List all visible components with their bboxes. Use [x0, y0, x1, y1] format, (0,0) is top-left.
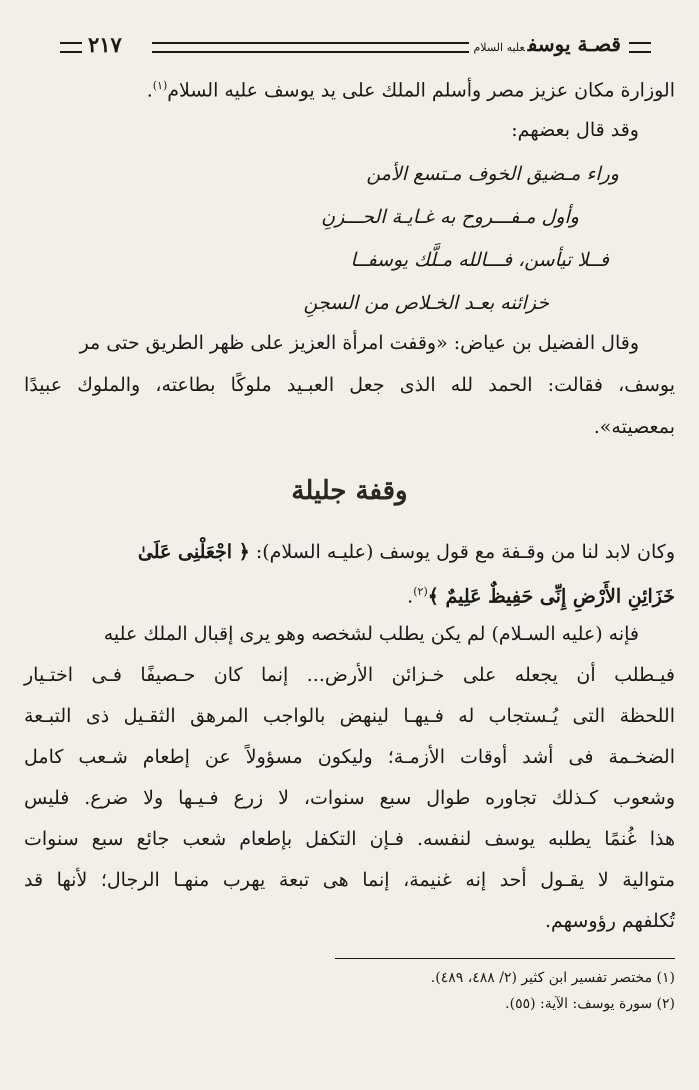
footnote: (٢) سورة يوسف: الآية: (٥٥). [505, 996, 675, 1012]
footnote-separator [335, 958, 675, 959]
quran-verse: ﴿ اجْعَلْنِى عَلَىٰ [137, 541, 250, 563]
text-line: فإنه (عليه السـلام) لم يكن يطلب لشخصه وهو يرى إقبال الملك عليه [103, 623, 639, 645]
text-line: وقد قال بعضهم: [511, 119, 639, 141]
poem-verse: وراء مـضيق الخوف مـتسع الأمن [366, 163, 619, 185]
text-line: فيـطلب أن يجعله على خـزائن الأرض... إنما كان حـصيفًا فـى اختـيار [24, 664, 675, 686]
section-heading: وقفة جليلة [291, 476, 408, 506]
header-ornament-left [60, 42, 82, 53]
text-line: خَزَائِنِ الأَرْضِ إِنِّى حَفِيظٌ عَلِيمٌ ﴾$^{(٢)}$. [407, 585, 675, 608]
footnote-ref: (١) [152, 79, 168, 92]
text-line: الضخـمة فى أشد أوقات الأزمـة؛ وليكون مسؤولاً عن إطعام شـعب كامل [24, 746, 675, 768]
text-line: اللحظة التى يُـستجاب له فـيهـا لينهض بالواجب المرهق الثقـيل ذى التبـعة [24, 705, 675, 727]
honorific: عليه السلام [473, 41, 525, 54]
text-line: وقال الفضيل بن عياض: «وقفت امرأة العزيز على ظهر الطريق حتى مر [79, 332, 639, 354]
text-line: تُكلفهم رؤوسهم. [544, 910, 675, 932]
footnote-ref: (٢) [413, 585, 428, 598]
quran-verse: خَزَائِنِ الأَرْضِ إِنِّى حَفِيظٌ عَلِيمٌ ﴾ [427, 585, 675, 608]
running-title [474, 32, 622, 56]
text-line: الوزارة مكان عزيز مصر وأسلم الملك على يد يوسف عليه السلام$^{(١)}$. [146, 79, 675, 102]
header-ornament-right [629, 42, 651, 53]
text-line: وشعوب كـذلك تجاوره طوال سبع سنوات، لا زرع فـيـها ولا ضرع. فليس [24, 787, 675, 809]
text-line: بمعصيته». [593, 416, 675, 438]
text-line: وكان لابد لنا من وقـفة مع قول يوسف (عليـه السلام): ﴿ اجْعَلْنِى عَلَىٰ [137, 541, 675, 563]
poem-verse: خزائنه بعـد الخـلاص من السجنِ [303, 292, 549, 314]
footnote: (١) مختصر تفسير ابن كثير (٢/ ٤٨٨، ٤٨٩). [430, 970, 675, 986]
header-rule [152, 42, 469, 53]
poem-verse: وأول مـفـــروح به غـايـة الحـــزنِ [321, 206, 579, 228]
poem-verse: فــلا تيأسن، فـــالله مـلَّك يوسفــا [350, 249, 609, 271]
page-header [60, 30, 651, 64]
text-line: متوالية لا يقـول أحد إنه غنيمة، إنما هى تبعة يهرب منهـا الرجال؛ لأنها قد [24, 869, 675, 891]
text-line: يوسف، فقالت: الحمد لله الذى جعل العبـيد ملوكًا بطاعته، والملوك عبيدًا [24, 374, 675, 396]
page-number: ٢١٧ [88, 32, 122, 57]
text-line: هذا غُنمًا يطلبه يوسف لنفسه. فـإن التكفل بإطعام شعب جائع سبع سنوات [24, 828, 675, 850]
running-title-text: قصـة يوسف [527, 32, 621, 56]
